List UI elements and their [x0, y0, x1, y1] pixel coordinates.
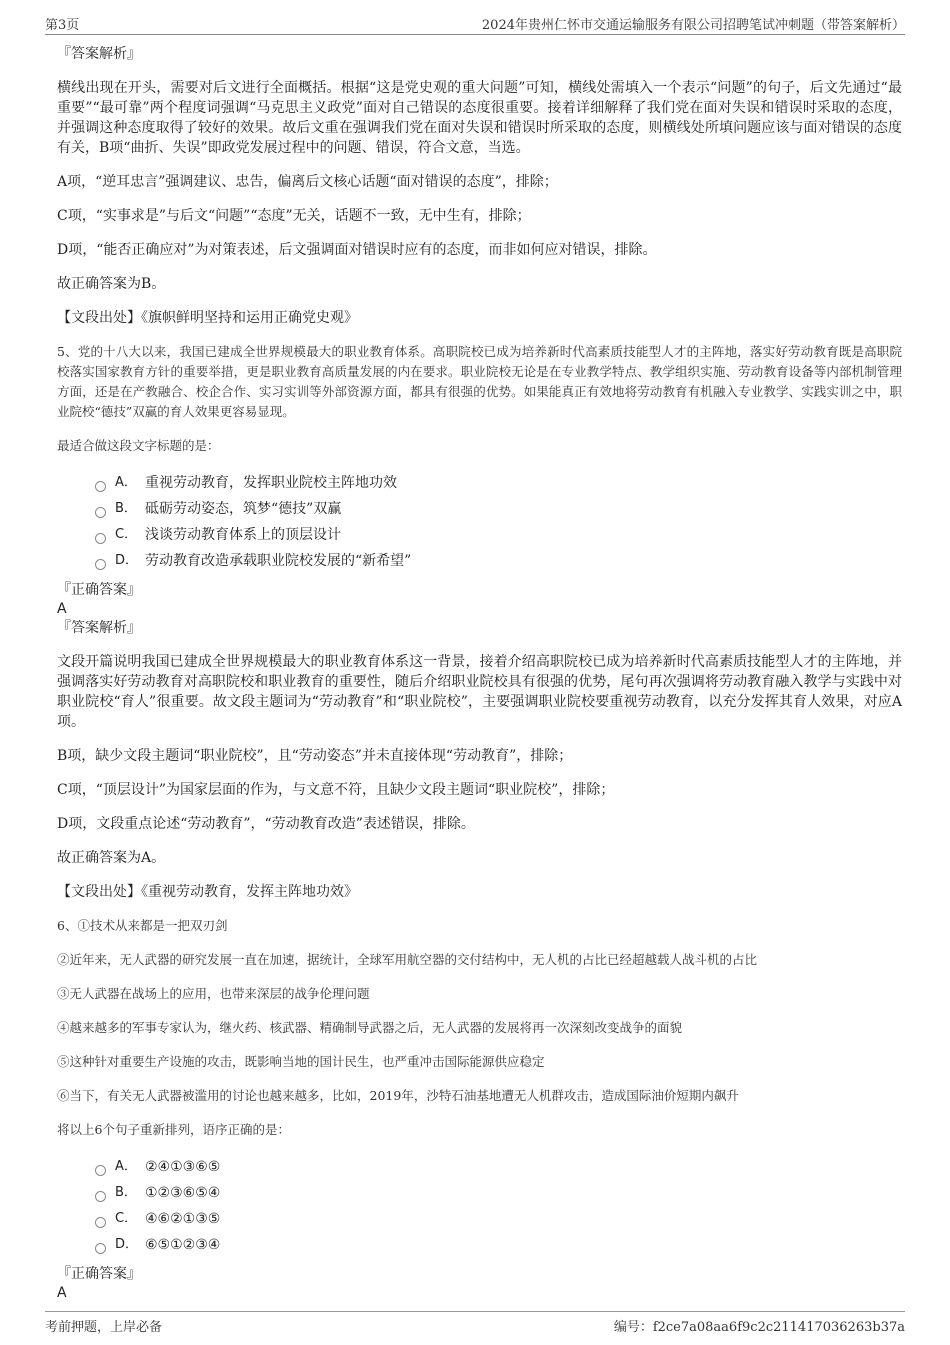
- q6-question: 将以上6个句子重新排列，语序正确的是：: [57, 1122, 290, 1137]
- option-letter: D．: [115, 1237, 139, 1252]
- q5-option-c-note: C项，“顶层设计”为国家层面的作为，与文意不符，且缺少文段主题词“职业院校”，排除；: [57, 782, 615, 798]
- page-header: [45, 14, 905, 35]
- q6-sentence-6: ⑥当下，有关无人武器被滥用的讨论也越来越多，比如，2019年，沙特石油基地遭无人机群攻击，造成国际油价短期内飙升: [57, 1088, 739, 1103]
- q6-options: [95, 1154, 902, 1258]
- option-text: ②④①③⑥⑤: [145, 1159, 221, 1175]
- document-id: 编号：f2ce7a08aa6f9c2c211417036263b37a: [613, 1320, 905, 1335]
- q5-stem: 5、党的十八大以来，我国已建成全世界规模最大的职业教育体系。高职院校已成为培养新时代高素质技能型人才的主阵地，落实好劳动教育既是高职院校落实国家教育方针的重要举措，更是职业教育高质量发展的内在要求。职业院校无论是在专业教学特点、教学组织实施、劳动教育设备等内部机制管理方面，还是在产教融合、校企合作、实习实训等外部资源方面，都具有很强的优势。如果能真正有效地将劳动教育有机融入专业教学、实践实训之中，职业院校“德技”双赢的育人效果更容易显现。: [57, 344, 902, 419]
- q6-sentence-2: ②近年来，无人武器的研究发展一直在加速，据统计，全球军用航空器的交付结构中，无人机的占比已经超越载人战斗机的占比: [57, 952, 758, 967]
- q4-analysis-label: 『答案解析』: [57, 46, 141, 62]
- radio-button-icon[interactable]: [95, 1243, 106, 1254]
- q6-sentence-1: 6、①技术从来都是一把双刃剑: [57, 918, 228, 933]
- footer-slogan: 考前押题，上岸必备: [45, 1320, 163, 1335]
- option-text: 劳动教育改造承载职业院校发展的“新希望”: [145, 553, 412, 569]
- radio-button-icon[interactable]: [95, 1165, 106, 1176]
- q6-sentence-4: ④越来越多的军事专家认为，继火药、核武器、精确制导武器之后，无人武器的发展将再一次深刻改变战争的面貌: [57, 1020, 683, 1035]
- option-text: 重视劳动教育，发挥职业院校主阵地功效: [145, 475, 397, 491]
- q6-answer-label: 『正确答案』: [57, 1266, 141, 1282]
- page-footer: [45, 1311, 905, 1336]
- q4-conclusion: 故正确答案为B。: [57, 276, 166, 292]
- q5-source: 【文段出处】《重视劳动教育，发挥主阵地功效》: [57, 884, 358, 900]
- main-content: [57, 44, 902, 1302]
- q6-answer: A: [57, 1285, 67, 1301]
- radio-button-icon[interactable]: [95, 1191, 106, 1202]
- page-number: 第3页: [45, 18, 80, 33]
- q5-option-a[interactable]: [95, 470, 902, 496]
- q6-option-c[interactable]: [95, 1206, 902, 1232]
- q6-option-a[interactable]: [95, 1154, 902, 1180]
- option-letter: B．: [115, 501, 137, 516]
- option-letter: C．: [115, 527, 138, 542]
- option-text: 砥砺劳动姿态，筑梦“德技”双赢: [145, 501, 342, 517]
- q6-option-b[interactable]: [95, 1180, 902, 1206]
- q5-answer: A: [57, 601, 67, 617]
- q5-options: [95, 470, 902, 574]
- q5-option-c[interactable]: [95, 522, 902, 548]
- q5-analysis-label: 『答案解析』: [57, 620, 141, 636]
- option-letter: A．: [115, 1159, 137, 1174]
- q6-option-d[interactable]: [95, 1232, 902, 1258]
- q4-option-a-note: A项，“逆耳忠言”强调建议、忠告，偏离后文核心话题“面对错误的态度”，排除；: [57, 174, 558, 190]
- q5-option-b[interactable]: [95, 496, 902, 522]
- q5-option-d-note: D项，文段重点论述“劳动教育”，“劳动教育改造”表述错误，排除。: [57, 816, 475, 832]
- option-letter: A．: [115, 475, 137, 490]
- radio-button-icon[interactable]: [95, 1217, 106, 1228]
- q4-analysis: 横线出现在开头，需要对后文进行全面概括。根据“这是党史观的重大问题”可知，横线处需填入一个表示“问题”的句子，后文先通过“最重要”“最可靠”两个程度词强调“马克思主义政党”面对自己错误的态度很重要。接着详细解释了我们党在面对失误和错误时采取的态度，并强调这种态度取得了较好的效果。故后文重在强调我们党在面对失误和错误时所采取的态度，则横线处所填问题应该与面对错误的态度有关，B项“曲折、失误”即政党发展过程中的问题、错误，符合文意，当选。: [57, 80, 902, 156]
- q5-option-d[interactable]: [95, 548, 902, 574]
- radio-button-icon[interactable]: [95, 559, 106, 570]
- q4-option-d-note: D项，“能否正确应对”为对策表述，后文强调面对错误时应有的态度，而非如何应对错误，排除。: [57, 242, 657, 258]
- q5-question: 最适合做这段文字标题的是：: [57, 438, 220, 453]
- option-text: ④⑥②①③⑤: [145, 1211, 221, 1227]
- option-letter: C．: [115, 1211, 138, 1226]
- q4-option-c-note: C项，“实事求是”与后文“问题”“态度”无关，话题不一致，无中生有，排除；: [57, 208, 531, 224]
- radio-button-icon[interactable]: [95, 481, 106, 492]
- q4-source: 【文段出处】《旗帜鲜明坚持和运用正确党史观》: [57, 310, 358, 326]
- option-letter: D．: [115, 553, 139, 568]
- option-text: 浅谈劳动教育体系上的顶层设计: [145, 527, 341, 543]
- q5-conclusion: 故正确答案为A。: [57, 850, 166, 866]
- radio-button-icon[interactable]: [95, 533, 106, 544]
- q6-sentence-3: ③无人武器在战场上的应用，也带来深层的战争伦理问题: [57, 986, 370, 1001]
- q5-answer-label: 『正确答案』: [57, 582, 141, 598]
- q5-analysis: 文段开篇说明我国已建成全世界规模最大的职业教育体系这一背景，接着介绍高职院校已成为培养新时代高素质技能型人才的主阵地，并强调落实好劳动教育对高职院校和职业教育的重要性，随后介绍职业院校具有很强的优势，尾句再次强调将劳动教育融入教学与实践中对职业院校“育人”很重要。故文段主题词为“劳动教育”和“职业院校”，主要强调职业院校要重视劳动教育，以充分发挥其育人效果，对应A项。: [57, 654, 902, 730]
- document-title: 2024年贵州仁怀市交通运输服务有限公司招聘笔试冲刺题（带答案解析）: [481, 18, 905, 33]
- option-text: ⑥⑤①②③④: [145, 1237, 221, 1253]
- option-text: ①②③⑥⑤④: [145, 1185, 221, 1201]
- q6-sentence-5: ⑤这种针对重要生产设施的攻击，既影响当地的国计民生，也严重冲击国际能源供应稳定: [57, 1054, 545, 1069]
- radio-button-icon[interactable]: [95, 507, 106, 518]
- q5-option-b-note: B项，缺少文段主题词“职业院校”，且“劳动姿态”并未直接体现“劳动教育”，排除；: [57, 748, 573, 764]
- option-letter: B．: [115, 1185, 137, 1200]
